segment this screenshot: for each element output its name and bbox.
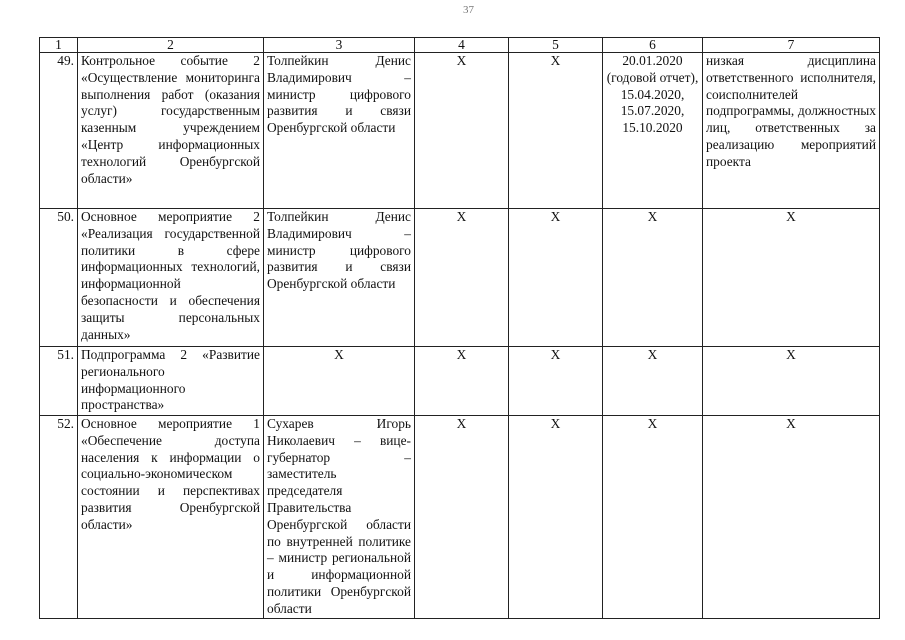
responsible-person: X xyxy=(264,347,415,416)
col-7-value: низкая дисциплина ответственного исполнителя, соисполнителей подпрограммы, должностных лиц, ответственных за реализацию мероприятий проекта xyxy=(703,53,880,209)
col-4-value: X xyxy=(415,347,509,416)
col-6-value: X xyxy=(603,416,703,619)
header-col-3: 3 xyxy=(264,38,415,53)
header-col-6: 6 xyxy=(603,38,703,53)
table-row xyxy=(40,53,880,209)
col-5-value: X xyxy=(509,209,603,347)
event-name: Контрольное событие 2 «Осуществление мониторинга выполнения работ (оказания услуг) государственным казенным учреждением «Центр информационных технологий Оренбургской области» xyxy=(78,53,264,209)
col-5-value: X xyxy=(509,347,603,416)
col-7-value: X xyxy=(703,416,880,619)
event-name: Основное мероприятие 2 «Реализация государственной политики в сфере информационных технологий, информационной безопасности и обеспечения защиты персональных данных» xyxy=(78,209,264,347)
col-6-value: 20.01.2020 (годовой отчет), 15.04.2020, 15.07.2020, 15.10.2020 xyxy=(603,53,703,209)
header-col-2: 2 xyxy=(78,38,264,53)
row-number: 50. xyxy=(40,209,78,347)
plan-table xyxy=(39,37,880,619)
col-7-value: X xyxy=(703,347,880,416)
col-6-value: X xyxy=(603,209,703,347)
col-7-value: X xyxy=(703,209,880,347)
page-number: 37 xyxy=(463,4,474,16)
col-4-value: X xyxy=(415,416,509,619)
col-4-value: X xyxy=(415,209,509,347)
row-number: 52. xyxy=(40,416,78,619)
responsible-person: Толпейкин Денис Владимирович – министр цифрового развития и связи Оренбургской области xyxy=(264,53,415,209)
header-col-5: 5 xyxy=(509,38,603,53)
col-6-value: X xyxy=(603,347,703,416)
col-4-value: X xyxy=(415,53,509,209)
table-row xyxy=(40,347,880,416)
row-number: 51. xyxy=(40,347,78,416)
table-header-row xyxy=(40,38,880,53)
table-row xyxy=(40,416,880,619)
header-col-4: 4 xyxy=(415,38,509,53)
col-5-value: X xyxy=(509,53,603,209)
header-col-7: 7 xyxy=(703,38,880,53)
row-number: 49. xyxy=(40,53,78,209)
col-5-value: X xyxy=(509,416,603,619)
responsible-person: Толпейкин Денис Владимирович – министр цифрового развития и связи Оренбургской области xyxy=(264,209,415,347)
event-name: Подпрограмма 2 «Развитие регионального информационного пространства» xyxy=(78,347,264,416)
table-row xyxy=(40,209,880,347)
event-name: Основное мероприятие 1 «Обеспечение доступа населения к информации о социально-экономическом состоянии и перспективах развития Оренбургской области» xyxy=(78,416,264,619)
header-col-1: 1 xyxy=(40,38,78,53)
responsible-person: Сухарев Игорь Николаевич – вице-губернатор – заместитель председателя Правительства Оренбургской области по внутренней политике – министр региональной и информационной политики Оренбургской области xyxy=(264,416,415,619)
